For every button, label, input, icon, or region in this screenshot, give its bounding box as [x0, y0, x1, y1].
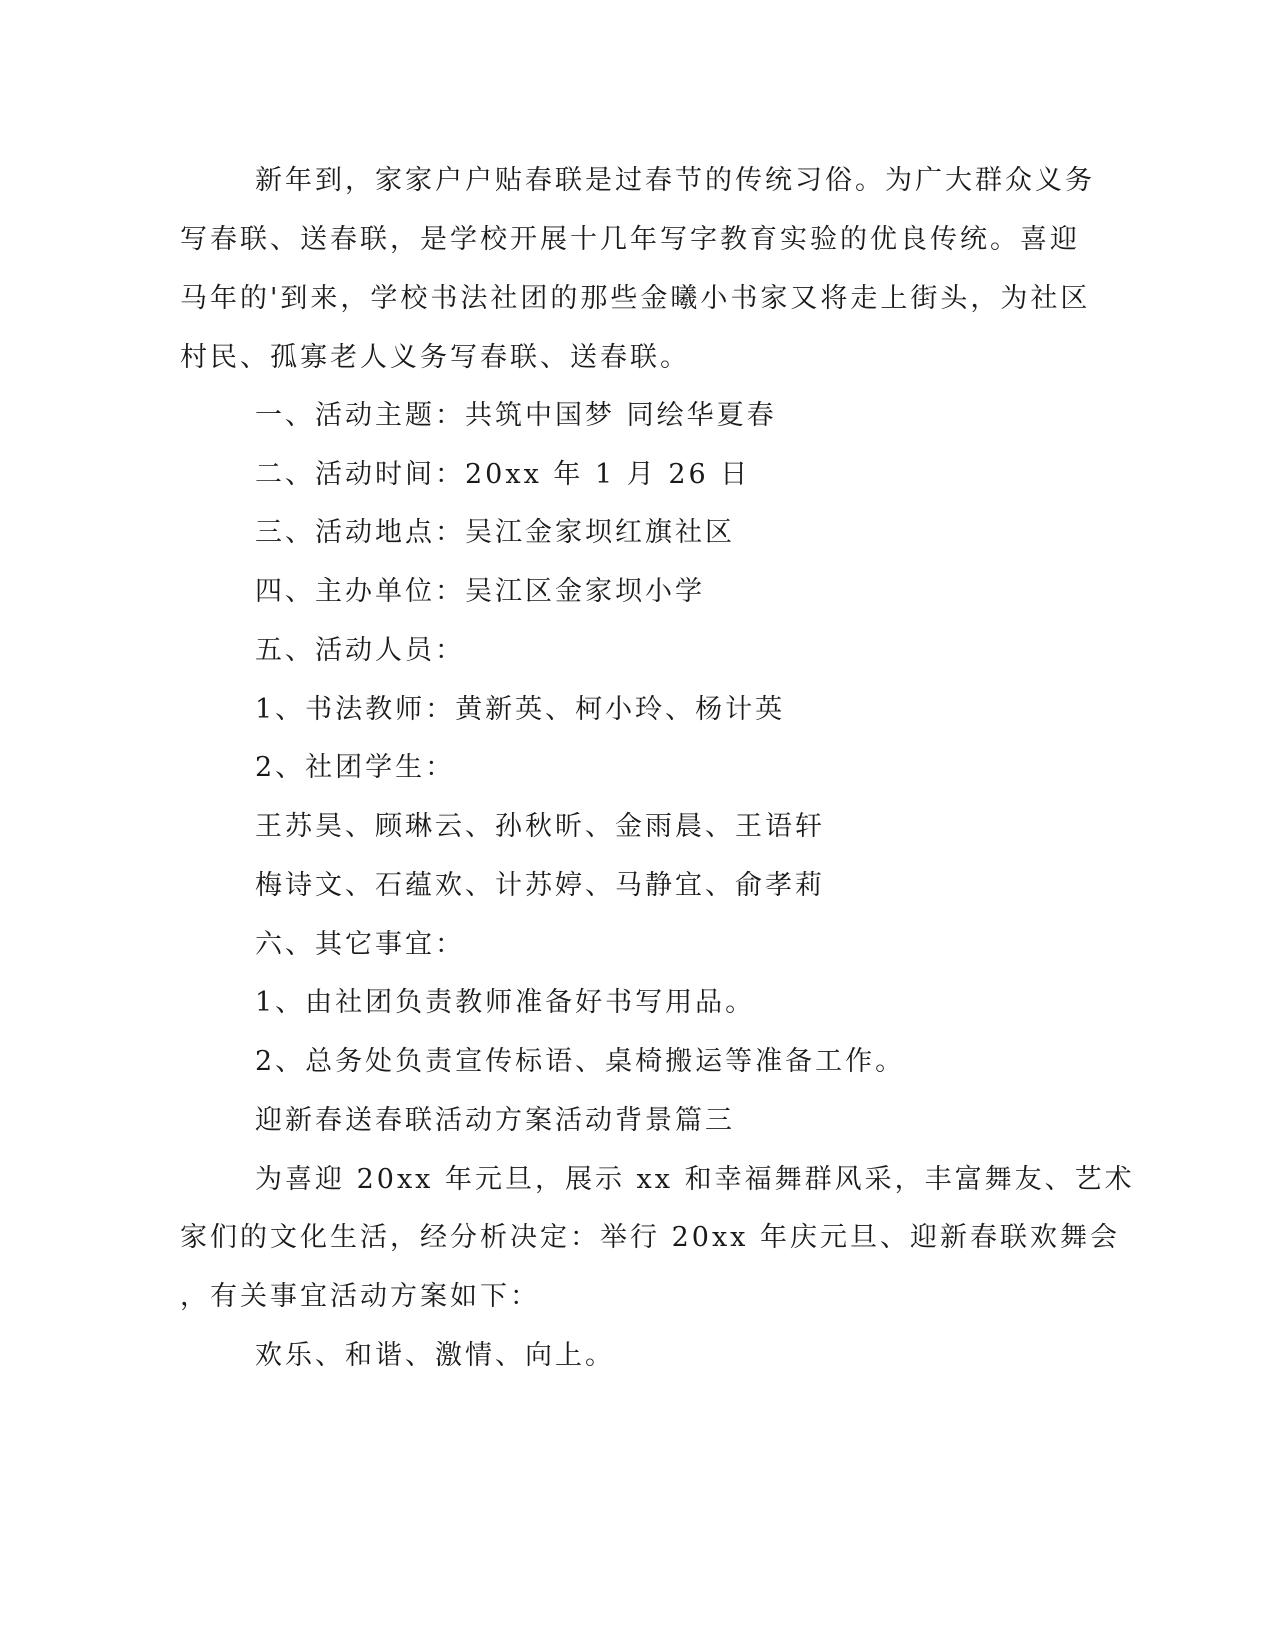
section-heading-time: 二、活动时间：20xx 年 1 月 26 日 [255, 459, 751, 490]
paragraph-line: 为喜迎 20xx 年元旦，展示 xx 和幸福舞群风采，丰富舞友、艺术 [255, 1164, 1135, 1195]
section-heading-theme: 一、活动主题：共筑中国梦 同绘华夏春 [255, 400, 777, 431]
student-names-line: 梅诗文、石蕴欢、计苏婷、马静宜、俞孝莉 [255, 870, 825, 901]
paragraph-line: 写春联、送春联，是学校开展十几年写字教育实验的优良传统。喜迎 [180, 224, 1080, 255]
list-item-students: 2、社团学生： [255, 752, 456, 783]
student-names-line: 王苏昊、顾琳云、孙秋昕、金雨晨、王语轩 [255, 811, 825, 842]
section-heading-other: 六、其它事宜： [255, 929, 465, 960]
paragraph-line: 马年的'到来，学校书法社团的那些金曦小书家又将走上街头，为社区 [180, 283, 1091, 314]
paragraph-line: 欢乐、和谐、激情、向上。 [255, 1340, 615, 1371]
article-subtitle: 迎新春送春联活动方案活动背景篇三 [255, 1105, 735, 1136]
section-heading-location: 三、活动地点：吴江金家坝红旗社区 [255, 517, 735, 548]
list-item-supplies: 1、由社团负责教师准备好书写用品。 [255, 987, 756, 1018]
section-heading-organizer: 四、主办单位：吴江区金家坝小学 [255, 576, 705, 607]
list-item-teachers: 1、书法教师：黄新英、柯小玲、杨计英 [255, 694, 786, 725]
paragraph-line: 新年到，家家户户贴春联是过春节的传统习俗。为广大群众义务 [255, 165, 1095, 196]
section-heading-personnel: 五、活动人员： [255, 635, 465, 666]
paragraph-line: 村民、孤寡老人义务写春联、送春联。 [180, 342, 690, 373]
paragraph-line: 家们的文化生活，经分析决定：举行 20xx 年庆元旦、迎新春联欢舞会 [180, 1222, 1120, 1253]
paragraph-line: ，有关事宜活动方案如下： [180, 1281, 540, 1312]
list-item-logistics: 2、总务处负责宣传标语、桌椅搬运等准备工作。 [255, 1046, 906, 1077]
